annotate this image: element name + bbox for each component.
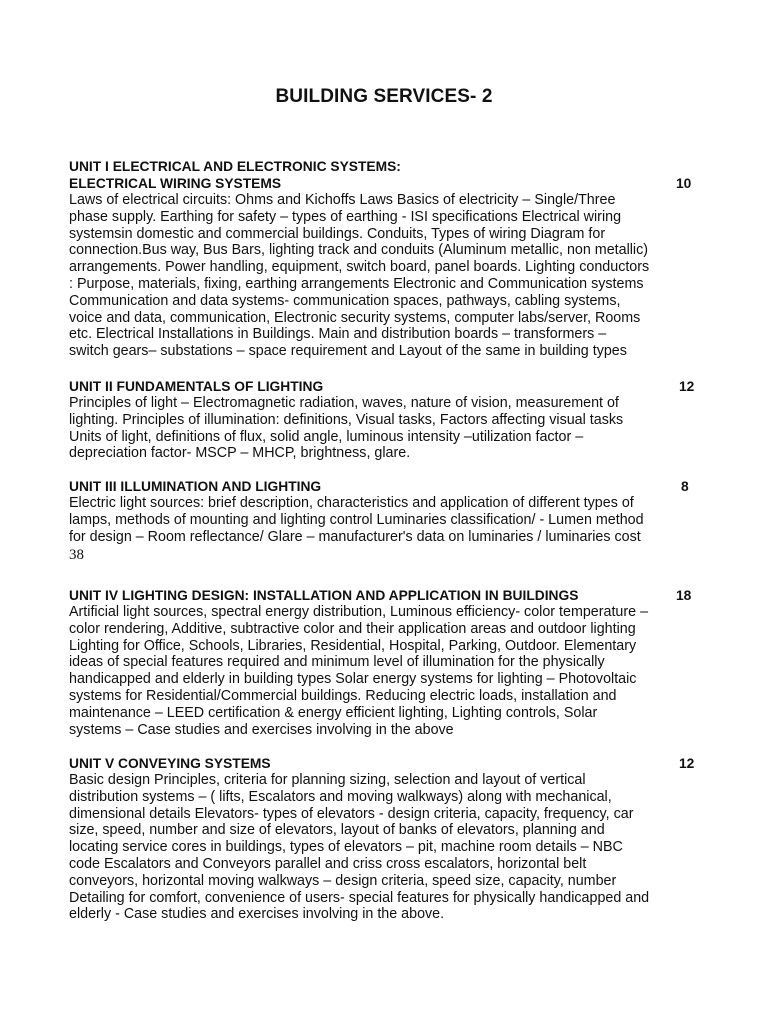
unit-2-section <box>69 378 699 462</box>
unit-3-heading <box>69 478 699 495</box>
body-line: color rendering, Additive, subtractive color and their application areas and outdoor lighting <box>69 620 636 637</box>
body-line: voice and data, communication, Electronic security systems, computer labs/server, Rooms <box>69 309 641 326</box>
body-line: for design – Room reflectance/ Glare – manufacturer's data on luminaries / luminaries cost <box>69 528 641 545</box>
body-line: maintenance – LEED certification & energy efficient lighting, Lighting controls, Solar <box>69 704 598 721</box>
unit-1-heading <box>69 158 699 175</box>
unit-5-section <box>69 755 699 923</box>
body-line: locating service cores in buildings, types of elevators – pit, machine room details – NBC <box>69 839 623 856</box>
body-line: Detailing for comfort, convenience of users- special features for physically handicapped and <box>69 889 650 906</box>
body-line: ideas of special features required and minimum level of illumination for the physically <box>69 654 605 671</box>
unit-3-hours: 8 <box>681 479 689 494</box>
body-line: elderly - Case studies and exercises involving in the above. <box>69 906 445 923</box>
unit-2-body <box>69 395 699 462</box>
unit-1-section <box>69 158 699 360</box>
body-line: dimensional details Elevators- types of elevators - design criteria, capacity, frequency, car <box>69 805 634 822</box>
unit-1-heading-line: UNIT I ELECTRICAL AND ELECTRONIC SYSTEMS: <box>69 159 401 174</box>
body-line: Units of light, definitions of flux, solid angle, luminous intensity –utilization factor – <box>69 428 584 445</box>
body-line: lamps, methods of mounting and lighting control Luminaries classification/ - Lumen method <box>69 511 644 528</box>
unit-2-heading-line: UNIT II FUNDAMENTALS OF LIGHTING <box>69 379 324 394</box>
body-line: conveyors, horizontal moving walkways – design criteria, speed size, capacity, number <box>69 872 617 889</box>
body-line: handicapped and elderly in building types Solar energy systems for lighting – Photovoltaic <box>69 671 637 688</box>
body-line: code Escalators and Conveyors parallel and criss cross escalators, horizontal belt <box>69 855 587 872</box>
unit-5-heading <box>69 755 699 772</box>
body-line: : Purpose, materials, fixing, earthing arrangements Electronic and Communication systems <box>69 275 644 292</box>
body-line: depreciation factor- MSCP – MHCP, brightness, glare. <box>69 445 411 462</box>
body-line: connection.Bus way, Bus Bars, lighting track and conduits (Aluminum metallic, non metallic) <box>69 242 649 259</box>
unit-4-body <box>69 604 699 738</box>
body-line: phase supply. Earthing for safety – types of earthing - ISI specifications Electrical wiring <box>69 208 622 225</box>
unit-5-body <box>69 772 699 923</box>
page-number: 38 <box>69 547 84 563</box>
body-line: Basic design Principles, criteria for planning sizing, selection and layout of vertical <box>69 772 586 788</box>
body-line: systemsin domestic and commercial buildings. Conduits, Types of wiring Diagram for <box>69 225 606 242</box>
unit-1-heading-line: ELECTRICAL WIRING SYSTEMS <box>69 176 282 191</box>
unit-5-heading-line: UNIT V CONVEYING SYSTEMS <box>69 756 271 771</box>
unit-4-heading <box>69 587 699 604</box>
body-line: Electric light sources: brief description, characteristics and application of different types of <box>69 495 634 511</box>
unit-1-subheading <box>69 175 699 192</box>
unit-3-heading-line: UNIT III ILLUMINATION AND LIGHTING <box>69 479 322 494</box>
body-line: distribution systems – ( lifts, Escalators and moving walkways) along with mechanical, <box>69 788 612 805</box>
body-line: systems for Residential/Commercial buildings. Reducing electric loads, installation and <box>69 687 617 704</box>
unit-2-hours: 12 <box>679 379 695 394</box>
page-title: BUILDING SERVICES- 2 <box>275 86 493 107</box>
body-line: Lighting for Office, Schools, Libraries, Residential, Hospital, Parking, Outdoor. Elementary <box>69 637 637 654</box>
unit-4-hours: 18 <box>676 588 692 603</box>
unit-4-section <box>69 587 699 738</box>
unit-3-body <box>69 495 699 545</box>
body-line: arrangements. Power handling, equipment, switch board, panel boards. Lighting conductors <box>69 259 650 276</box>
body-line: Artificial light sources, spectral energy distribution, Luminous efficiency- color temperature – <box>69 604 649 620</box>
body-line: lighting. Principles of illumination: definitions, Visual tasks, Factors affecting visual tasks <box>69 411 624 428</box>
body-line: Principles of light – Electromagnetic radiation, waves, nature of vision, measurement of <box>69 395 619 411</box>
body-line: Communication and data systems- communication spaces, pathways, cabling systems, <box>69 292 621 309</box>
unit-4-heading-line: UNIT IV LIGHTING DESIGN: INSTALLATION AND APPLICATION IN BUILDINGS <box>69 588 579 603</box>
body-line: Laws of electrical circuits: Ohms and Kichoffs Laws Basics of electricity – Single/Three <box>69 192 616 208</box>
body-line: size, speed, number and size of elevators, layout of banks of elevators, planning and <box>69 822 605 839</box>
unit-1-hours: 10 <box>676 176 692 191</box>
unit-3-section <box>69 478 699 545</box>
body-line: etc. Electrical Installations in Buildings. Main and distribution boards – transformers – <box>69 326 607 343</box>
body-line: systems – Case studies and exercises involving in the above <box>69 721 454 738</box>
unit-5-hours: 12 <box>679 756 695 771</box>
unit-1-body <box>69 192 699 360</box>
unit-2-heading <box>69 378 699 395</box>
body-line: switch gears– substations – space requirement and Layout of the same in building types <box>69 343 627 360</box>
